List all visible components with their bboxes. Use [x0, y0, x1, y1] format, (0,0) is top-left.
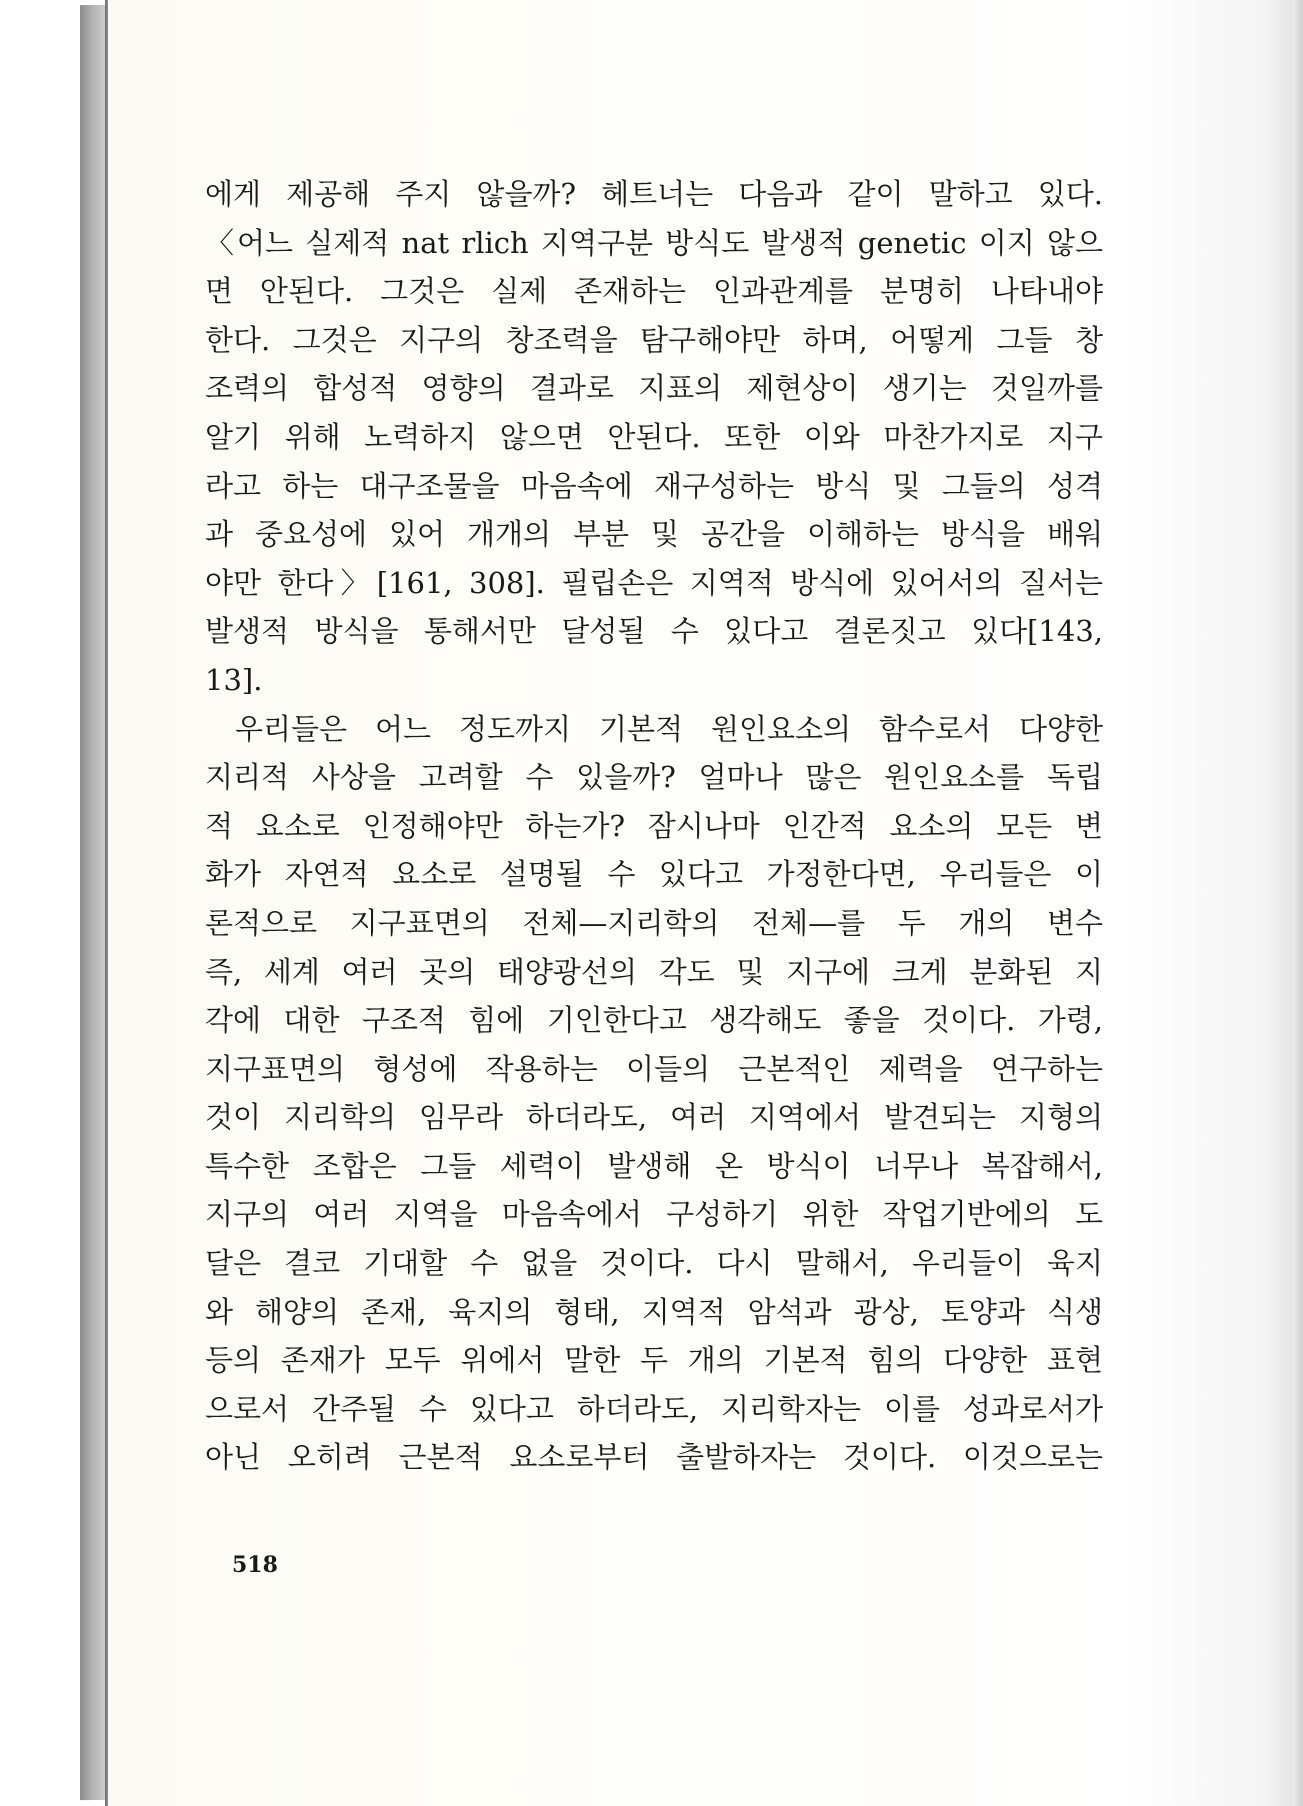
text-line: 한다. 그것은 지구의 창조력을 탐구해야만 하며, 어떻게 그들 창: [205, 322, 1103, 357]
text-line: 알기 위해 노력하지 않으면 안된다. 또한 이와 마찬가지로 지구: [205, 419, 1103, 454]
text-line: 적 요소로 인정해야만 하는가? 잠시나마 인간적 요소의 모든 변: [205, 808, 1103, 843]
text-line: 각에 대한 구조적 힘에 기인한다고 생각해도 좋을 것이다. 가령,: [205, 1003, 1103, 1038]
page-right-shadow: [1293, 0, 1303, 1806]
text-line: 달은 결코 기대할 수 없을 것이다. 다시 말해서, 우리들이 육지: [205, 1246, 1103, 1281]
text-line: 으로서 간주될 수 있다고 하더라도, 지리학자는 이를 성과로서가: [205, 1391, 1103, 1426]
text-line: 화가 자연적 요소로 설명될 수 있다고 가정한다면, 우리들은 이: [205, 857, 1103, 892]
text-line: 발생적 방식을 통해서만 달성될 수 있다고 결론짓고 있다[143,: [205, 614, 1103, 649]
text-line: 특수한 조합은 그들 세력이 발생해 온 방식이 너무나 복잡해서,: [205, 1148, 1103, 1183]
text-line: 지리적 사상을 고려할 수 있을까? 얼마나 많은 원인요소를 독립: [205, 760, 1103, 795]
text-line: 조력의 합성적 영향의 결과로 지표의 제현상이 생기는 것일까를: [205, 371, 1103, 406]
text-line: 면 안된다. 그것은 실제 존재하는 인과관계를 분명히 나타내야: [205, 274, 1103, 309]
body-text: [205, 170, 1103, 1482]
text-line: 와 해양의 존재, 육지의 형태, 지역적 암석과 광상, 토양과 식생: [205, 1294, 1103, 1329]
text-line: 즉, 세계 여러 곳의 태양광선의 각도 및 지구에 크게 분화된 지: [205, 954, 1103, 989]
text-line: 등의 존재가 모두 위에서 말한 두 개의 기본적 힘의 다양한 표현: [205, 1343, 1103, 1378]
text-line: 라고 하는 대구조물을 마음속에 재구성하는 방식 및 그들의 성격: [205, 468, 1103, 503]
text-line: 지구의 여러 지역을 마음속에서 구성하기 위한 작업기반에의 도: [205, 1197, 1103, 1232]
text-line: 것이 지리학의 임무라 하더라도, 여러 지역에서 발견되는 지형의: [205, 1100, 1103, 1135]
book-spine-band: [80, 5, 108, 1800]
text-line: 지구표면의 형성에 작용하는 이들의 근본적인 제력을 연구하는: [205, 1051, 1103, 1086]
book-edge: [0, 0, 112, 1806]
text-line: 〈어느 실제적 nat rlich 지역구분 방식도 발생적 genetic 이지 않으: [205, 225, 1103, 260]
page-number: 518: [232, 1552, 278, 1578]
text-line: 론적으로 지구표면의 전체—지리학의 전체—를 두 개의 변수: [205, 905, 1103, 940]
paragraph-start-line: 우리들은 어느 정도까지 기본적 원인요소의 함수로서 다양한: [235, 711, 1103, 746]
text-line: 야만 한다〉[161, 308]. 필립손은 지역적 방식에 있어서의 질서는: [205, 565, 1103, 600]
text-line: 13].: [205, 662, 263, 697]
text-line: 과 중요성에 있어 개개의 부분 및 공간을 이해하는 방식을 배워: [205, 517, 1103, 552]
text-line: 에게 제공해 주지 않을까? 헤트너는 다음과 같이 말하고 있다.: [205, 177, 1103, 211]
text-line: 아닌 오히려 근본적 요소로부터 출발하자는 것이다. 이것으로는: [205, 1440, 1103, 1475]
